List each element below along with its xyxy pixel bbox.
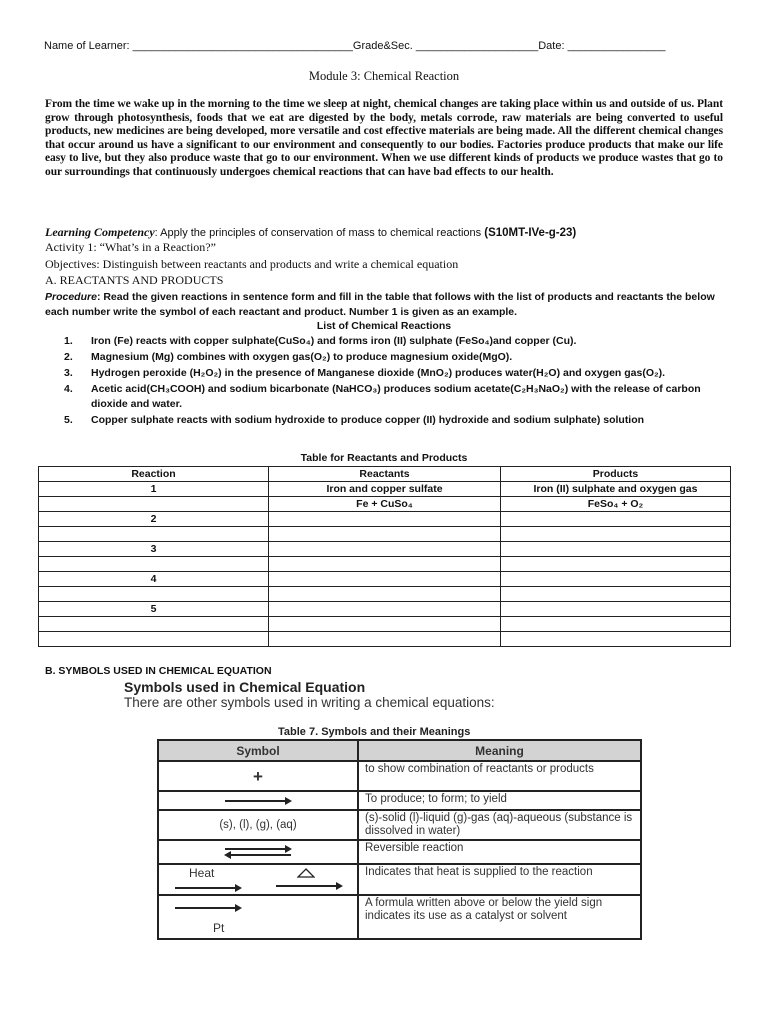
- delta-triangle-icon: [297, 868, 315, 878]
- table-cell[interactable]: [269, 602, 501, 617]
- column-header: Symbol: [158, 740, 358, 761]
- table-cell[interactable]: [269, 512, 501, 527]
- catalyst-label: Pt: [213, 921, 225, 935]
- meaning-cell: Reversible reaction: [358, 840, 641, 864]
- table-cell: [39, 557, 269, 572]
- meaning-cell: To produce; to form; to yield: [358, 791, 641, 810]
- procedure: [45, 290, 735, 319]
- right-arrow-icon: [223, 796, 293, 806]
- table-row: [158, 810, 641, 840]
- table-cell[interactable]: [269, 557, 501, 572]
- list-item: [64, 366, 728, 381]
- symbols-image-subtitle: There are other symbols used in writing a chemical equations:: [124, 695, 495, 710]
- intro-paragraph: From the time we wake up in the morning to the time we sleep at night, chemical changes are taking place within us and outside of us. Plant grow through photosynthesis, foods that we eat are digested by the body, metals corrode, raw materials are being converted to useful products, new medicines are being developed, more versatile and cost effective materials are being made. All the different chemical changes that occur around us have a significant to our environment and consequently to our bodies. Factories produce products that make our life easy to live, but they also produce waste that go to our environment. When we use different kinds of products we produce wastes that go to our surroundings that continuously undergoes chemical reactions that can have bad effects to our health.: [45, 98, 723, 178]
- symbols-table: [157, 739, 642, 940]
- learning-competency-text: Apply the principles of conservation of mass to chemical reactions: [157, 227, 485, 239]
- table-cell[interactable]: [269, 542, 501, 557]
- table-cell: 4: [39, 572, 269, 587]
- yield-arrow-icon: [158, 791, 358, 810]
- table-row: [39, 617, 731, 632]
- table7-caption: Table 7. Symbols and their Meanings: [278, 726, 471, 738]
- reactants-products-table: [38, 466, 731, 647]
- table-cell: [39, 587, 269, 602]
- reactions-list: [64, 334, 728, 429]
- table-cell: Iron and copper sulfate: [269, 482, 501, 497]
- table-row: [158, 840, 641, 864]
- state-symbols: [158, 810, 358, 840]
- learning-competency-code: (S10MT-IVe-g-23): [484, 227, 577, 239]
- table-cell[interactable]: [269, 587, 501, 602]
- column-header: Reactants: [269, 467, 501, 482]
- table-row: [39, 572, 731, 587]
- catalyst-symbol-cell: [158, 895, 358, 939]
- item-number: 5.: [64, 413, 73, 426]
- table-row: [39, 527, 731, 542]
- list-item: [64, 382, 728, 411]
- module-title: Module 3: Chemical Reaction: [308, 69, 460, 83]
- list-item: [64, 334, 728, 349]
- table-cell: 2: [39, 512, 269, 527]
- symbols-image-title: Symbols used in Chemical Equation: [124, 679, 366, 695]
- item-number: 4.: [64, 383, 73, 395]
- section-b-heading: B. SYMBOLS USED IN CHEMICAL EQUATION: [45, 665, 272, 677]
- catalyst-arrow-icon: [173, 902, 243, 914]
- table-cell[interactable]: [501, 557, 731, 572]
- heat-label: Heat: [189, 866, 215, 880]
- meaning-cell: A formula written above or below the yield sign indicates its use as a catalyst or solvent: [358, 895, 641, 939]
- table-cell: Fe + CuSo₄: [269, 497, 501, 512]
- learner-info-line: Name of Learner: ____________________________________Grade&Sec. ____________________Date: ________________: [44, 40, 666, 52]
- table-cell: 3: [39, 542, 269, 557]
- reactants-products-table-title: Table for Reactants and Products: [300, 452, 468, 464]
- heat-symbol-cell: [158, 864, 358, 895]
- learning-competency: [45, 225, 735, 240]
- table-cell[interactable]: [269, 617, 501, 632]
- item-number: 1.: [64, 335, 73, 347]
- table-cell[interactable]: [501, 617, 731, 632]
- item-text: Magnesium (Mg) combines with oxygen gas(O₂) to produce magnesium oxide(MgO).: [91, 351, 513, 363]
- table-cell[interactable]: [501, 527, 731, 542]
- double-arrow-icon: [223, 844, 293, 860]
- table-header-row: [158, 740, 641, 761]
- table-row: [39, 602, 731, 617]
- meaning-cell: (s)-solid (l)-liquid (g)-gas (aq)-aqueous (substance is dissolved in water): [358, 810, 641, 840]
- table-cell[interactable]: [501, 542, 731, 557]
- table-cell[interactable]: [501, 587, 731, 602]
- table-row: [39, 542, 731, 557]
- plus-symbol: [158, 761, 358, 791]
- reversible-arrow-icon: [158, 840, 358, 864]
- table-row: [39, 557, 731, 572]
- list-item: [64, 413, 728, 428]
- heat-arrow-icon: [173, 882, 243, 894]
- table-row: [158, 761, 641, 791]
- column-header: Meaning: [358, 740, 641, 761]
- table-row: [39, 497, 731, 512]
- activity-title: Activity 1: “What’s in a Reaction?”: [45, 240, 216, 254]
- symbol-text: (s), (l), (g), (aq): [219, 818, 297, 831]
- table-cell[interactable]: [501, 512, 731, 527]
- table-cell[interactable]: [269, 632, 501, 647]
- table-cell: 5: [39, 602, 269, 617]
- table-row: [158, 864, 641, 895]
- table-cell: FeSo₄ + O₂: [501, 497, 731, 512]
- table-row: [39, 632, 731, 647]
- table-row: [39, 587, 731, 602]
- table-cell: [39, 632, 269, 647]
- table-cell[interactable]: [269, 572, 501, 587]
- table-cell[interactable]: [501, 632, 731, 647]
- learning-competency-colon: :: [154, 227, 158, 239]
- item-text: Copper sulphate reacts with sodium hydroxide to produce copper (II) hydroxide and sodium sulphate) solution: [91, 413, 645, 426]
- table-cell: 1: [39, 482, 269, 497]
- delta-arrow-icon: [274, 880, 344, 892]
- table-row: [39, 482, 731, 497]
- symbol-text: +: [253, 766, 263, 786]
- item-text: Iron (Fe) reacts with copper sulphate(CuSo₄) and forms iron (II) sulphate (FeSo₄)and copper (Cu).: [91, 335, 577, 347]
- table-row: [39, 512, 731, 527]
- section-a-heading: A. REACTANTS AND PRODUCTS: [45, 273, 224, 287]
- item-text: Acetic acid(CH₃COOH) and sodium bicarbonate (NaHCO₃) produces sodium acetate(C₂H₃NaO₂) with the release of carbon dioxide and water.: [91, 383, 701, 410]
- table-row: [158, 791, 641, 810]
- table-cell[interactable]: [501, 572, 731, 587]
- table-header-row: [39, 467, 731, 482]
- reactions-list-title: List of Chemical Reactions: [316, 320, 452, 332]
- table-cell[interactable]: [501, 602, 731, 617]
- item-text: Hydrogen peroxide (H₂O₂) in the presence of Manganese dioxide (MnO₂) produces water(H₂O) and oxygen gas(O₂).: [91, 367, 666, 379]
- procedure-label: Procedure: [45, 291, 97, 303]
- table-cell: [39, 527, 269, 542]
- table-cell: [39, 617, 269, 632]
- table-cell: [39, 497, 269, 512]
- list-item: [64, 350, 728, 365]
- column-header: Reaction: [39, 467, 269, 482]
- table-row: [158, 895, 641, 939]
- learning-competency-label: Learning Competency: [45, 225, 155, 239]
- item-number: 3.: [64, 367, 73, 379]
- item-number: 2.: [64, 351, 73, 363]
- meaning-cell: to show combination of reactants or products: [358, 761, 641, 791]
- meaning-cell: Indicates that heat is supplied to the reaction: [358, 864, 641, 895]
- table-cell[interactable]: [269, 527, 501, 542]
- objectives: Objectives: Distinguish between reactants and products and write a chemical equation: [45, 257, 459, 271]
- column-header: Products: [501, 467, 731, 482]
- procedure-text: : Read the given reactions in sentence form and fill in the table that follows with the list of products and reactants the below each number write the symbol of each reactant and product. Number 1 is given as an example.: [45, 291, 715, 318]
- table-cell: Iron (II) sulphate and oxygen gas: [501, 482, 731, 497]
